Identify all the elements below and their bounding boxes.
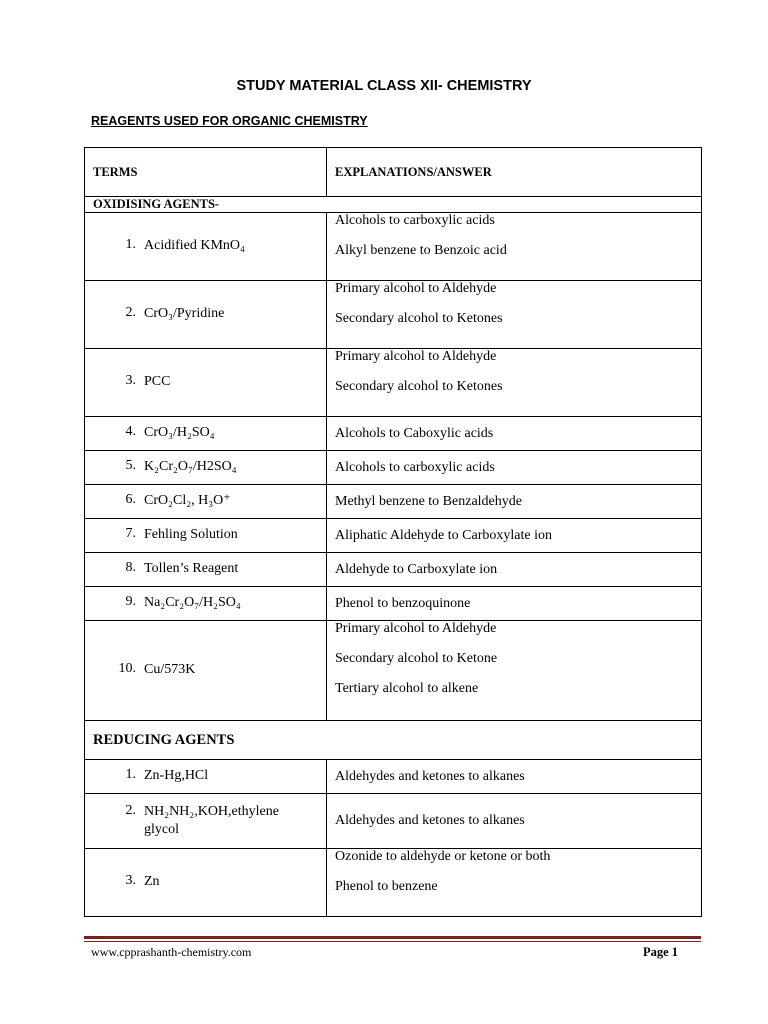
reagent-name: CrO₃/H₂SO₄	[144, 425, 215, 441]
oxidising-explanation-cell	[327, 587, 702, 621]
table-row	[85, 417, 702, 451]
table-row	[85, 760, 702, 794]
reducing-agents-heading-label: REDUCING AGENTS	[85, 721, 702, 760]
oxidising-agents-heading-label: OXIDISING AGENTS-	[85, 197, 702, 213]
table-row	[85, 794, 702, 849]
table-row	[85, 849, 702, 917]
oxidising-term-cell	[85, 281, 327, 349]
oxidising-explanation-cell	[327, 553, 702, 587]
explanation-text: Phenol to benzoquinone	[335, 595, 471, 611]
explanation-text: Primary alcohol to Aldehyde	[335, 621, 497, 636]
reagent-name: Zn-Hg,HCl	[144, 768, 209, 784]
oxidising-explanation-cell	[327, 281, 702, 349]
oxidising-term-cell	[85, 519, 327, 553]
reagent-name: Fehling Solution	[144, 527, 238, 543]
table-row	[85, 349, 702, 417]
reagent-name: CrO₂Cl₂, H₃O⁺	[144, 493, 231, 509]
oxidising-explanation-cell	[327, 417, 702, 451]
item-number: 2.	[125, 802, 136, 818]
footer-page-number: Page 1	[642, 945, 678, 959]
footer-website: www.cpprashanth-chemistry.com	[91, 945, 252, 959]
oxidising-term-cell	[85, 553, 327, 587]
reagent-name: K₂Cr₂O₇/H2SO₄	[144, 459, 237, 475]
reagent-name: Cu/573K	[144, 662, 196, 678]
item-number: 5.	[125, 458, 136, 474]
oxidising-explanation-cell	[327, 213, 702, 281]
table-row	[85, 281, 702, 349]
document-subtitle: REAGENTS USED FOR ORGANIC CHEMISTRY	[91, 114, 368, 128]
reducing-agents-heading	[85, 721, 702, 760]
item-number: 1.	[125, 237, 136, 253]
oxidising-explanation-cell	[327, 621, 702, 721]
explanation-text: Primary alcohol to Aldehyde	[335, 349, 497, 364]
reagent-name: NH₂NH₂,KOH,ethylene glycol	[144, 803, 279, 837]
reducing-explanation-cell	[327, 849, 702, 917]
oxidising-explanation-cell	[327, 451, 702, 485]
oxidising-agents-heading	[85, 197, 702, 213]
table-row	[85, 451, 702, 485]
oxidising-explanation-cell	[327, 519, 702, 553]
reagents-table	[84, 147, 702, 917]
table-header-row	[85, 148, 702, 197]
item-number: 9.	[125, 594, 136, 610]
oxidising-term-cell	[85, 485, 327, 519]
table-row	[85, 213, 702, 281]
reducing-term-cell	[85, 760, 327, 794]
reducing-explanation-cell	[327, 794, 702, 849]
item-number: 4.	[125, 424, 136, 440]
table-row	[85, 621, 702, 721]
oxidising-term-cell	[85, 417, 327, 451]
reagent-name: Na₂Cr₂O₇/H₂SO₄	[144, 595, 241, 611]
oxidising-term-cell	[85, 451, 327, 485]
explanation-text: Secondary alcohol to Ketones	[335, 311, 503, 326]
oxidising-term-cell	[85, 349, 327, 417]
explanation-text: Aliphatic Aldehyde to Carboxylate ion	[335, 527, 552, 543]
item-number: 3.	[125, 373, 136, 389]
item-number: 1.	[125, 767, 136, 783]
item-number: 6.	[125, 492, 136, 508]
explanation-text: Alcohols to carboxylic acids	[335, 459, 495, 475]
explanation-text: Secondary alcohol to Ketones	[335, 379, 503, 394]
explanation-text: Tertiary alcohol to alkene	[335, 681, 479, 696]
explanation-text: Alkyl benzene to Benzoic acid	[335, 243, 507, 258]
header-terms: TERMS	[85, 148, 327, 197]
reagent-name: Zn	[144, 874, 160, 890]
table-row	[85, 587, 702, 621]
reagent-name: Acidified KMnO₄	[144, 238, 245, 254]
reducing-explanation-cell	[327, 760, 702, 794]
explanation-text: Aldehydes and ketones to alkanes	[335, 813, 525, 828]
oxidising-term-cell	[85, 621, 327, 721]
item-number: 8.	[125, 560, 136, 576]
item-number: 7.	[125, 526, 136, 542]
reagent-name: PCC	[144, 374, 171, 390]
explanation-text: Methyl benzene to Benzaldehyde	[335, 493, 522, 509]
reagent-name: Tollen’s Reagent	[144, 561, 239, 577]
explanation-text: Aldehyde to Carboxylate ion	[335, 561, 498, 577]
header-explanations: EXPLANATIONS/ANSWER	[327, 148, 702, 197]
explanation-text: Phenol to benzene	[335, 879, 438, 894]
table-row	[85, 519, 702, 553]
table-row	[85, 485, 702, 519]
reagent-name: CrO₃/Pyridine	[144, 306, 225, 322]
footer-divider-thin	[84, 941, 701, 942]
explanation-text: Secondary alcohol to Ketone	[335, 651, 498, 666]
item-number: 3.	[125, 873, 136, 889]
oxidising-term-cell	[85, 587, 327, 621]
explanation-text: Alcohols to Caboxylic acids	[335, 425, 494, 441]
oxidising-explanation-cell	[327, 485, 702, 519]
table-row	[85, 553, 702, 587]
explanation-text: Ozonide to aldehyde or ketone or both	[335, 849, 551, 864]
footer-divider	[84, 936, 701, 939]
item-number: 10.	[118, 661, 136, 677]
explanation-text: Alcohols to carboxylic acids	[335, 213, 495, 228]
reducing-term-cell	[85, 794, 327, 849]
oxidising-term-cell	[85, 213, 327, 281]
oxidising-explanation-cell	[327, 349, 702, 417]
document-title: STUDY MATERIAL CLASS XII- CHEMISTRY	[236, 78, 532, 94]
explanation-text: Aldehydes and ketones to alkanes	[335, 768, 525, 784]
reducing-term-cell	[85, 849, 327, 917]
item-number: 2.	[125, 305, 136, 321]
explanation-text: Primary alcohol to Aldehyde	[335, 281, 497, 296]
